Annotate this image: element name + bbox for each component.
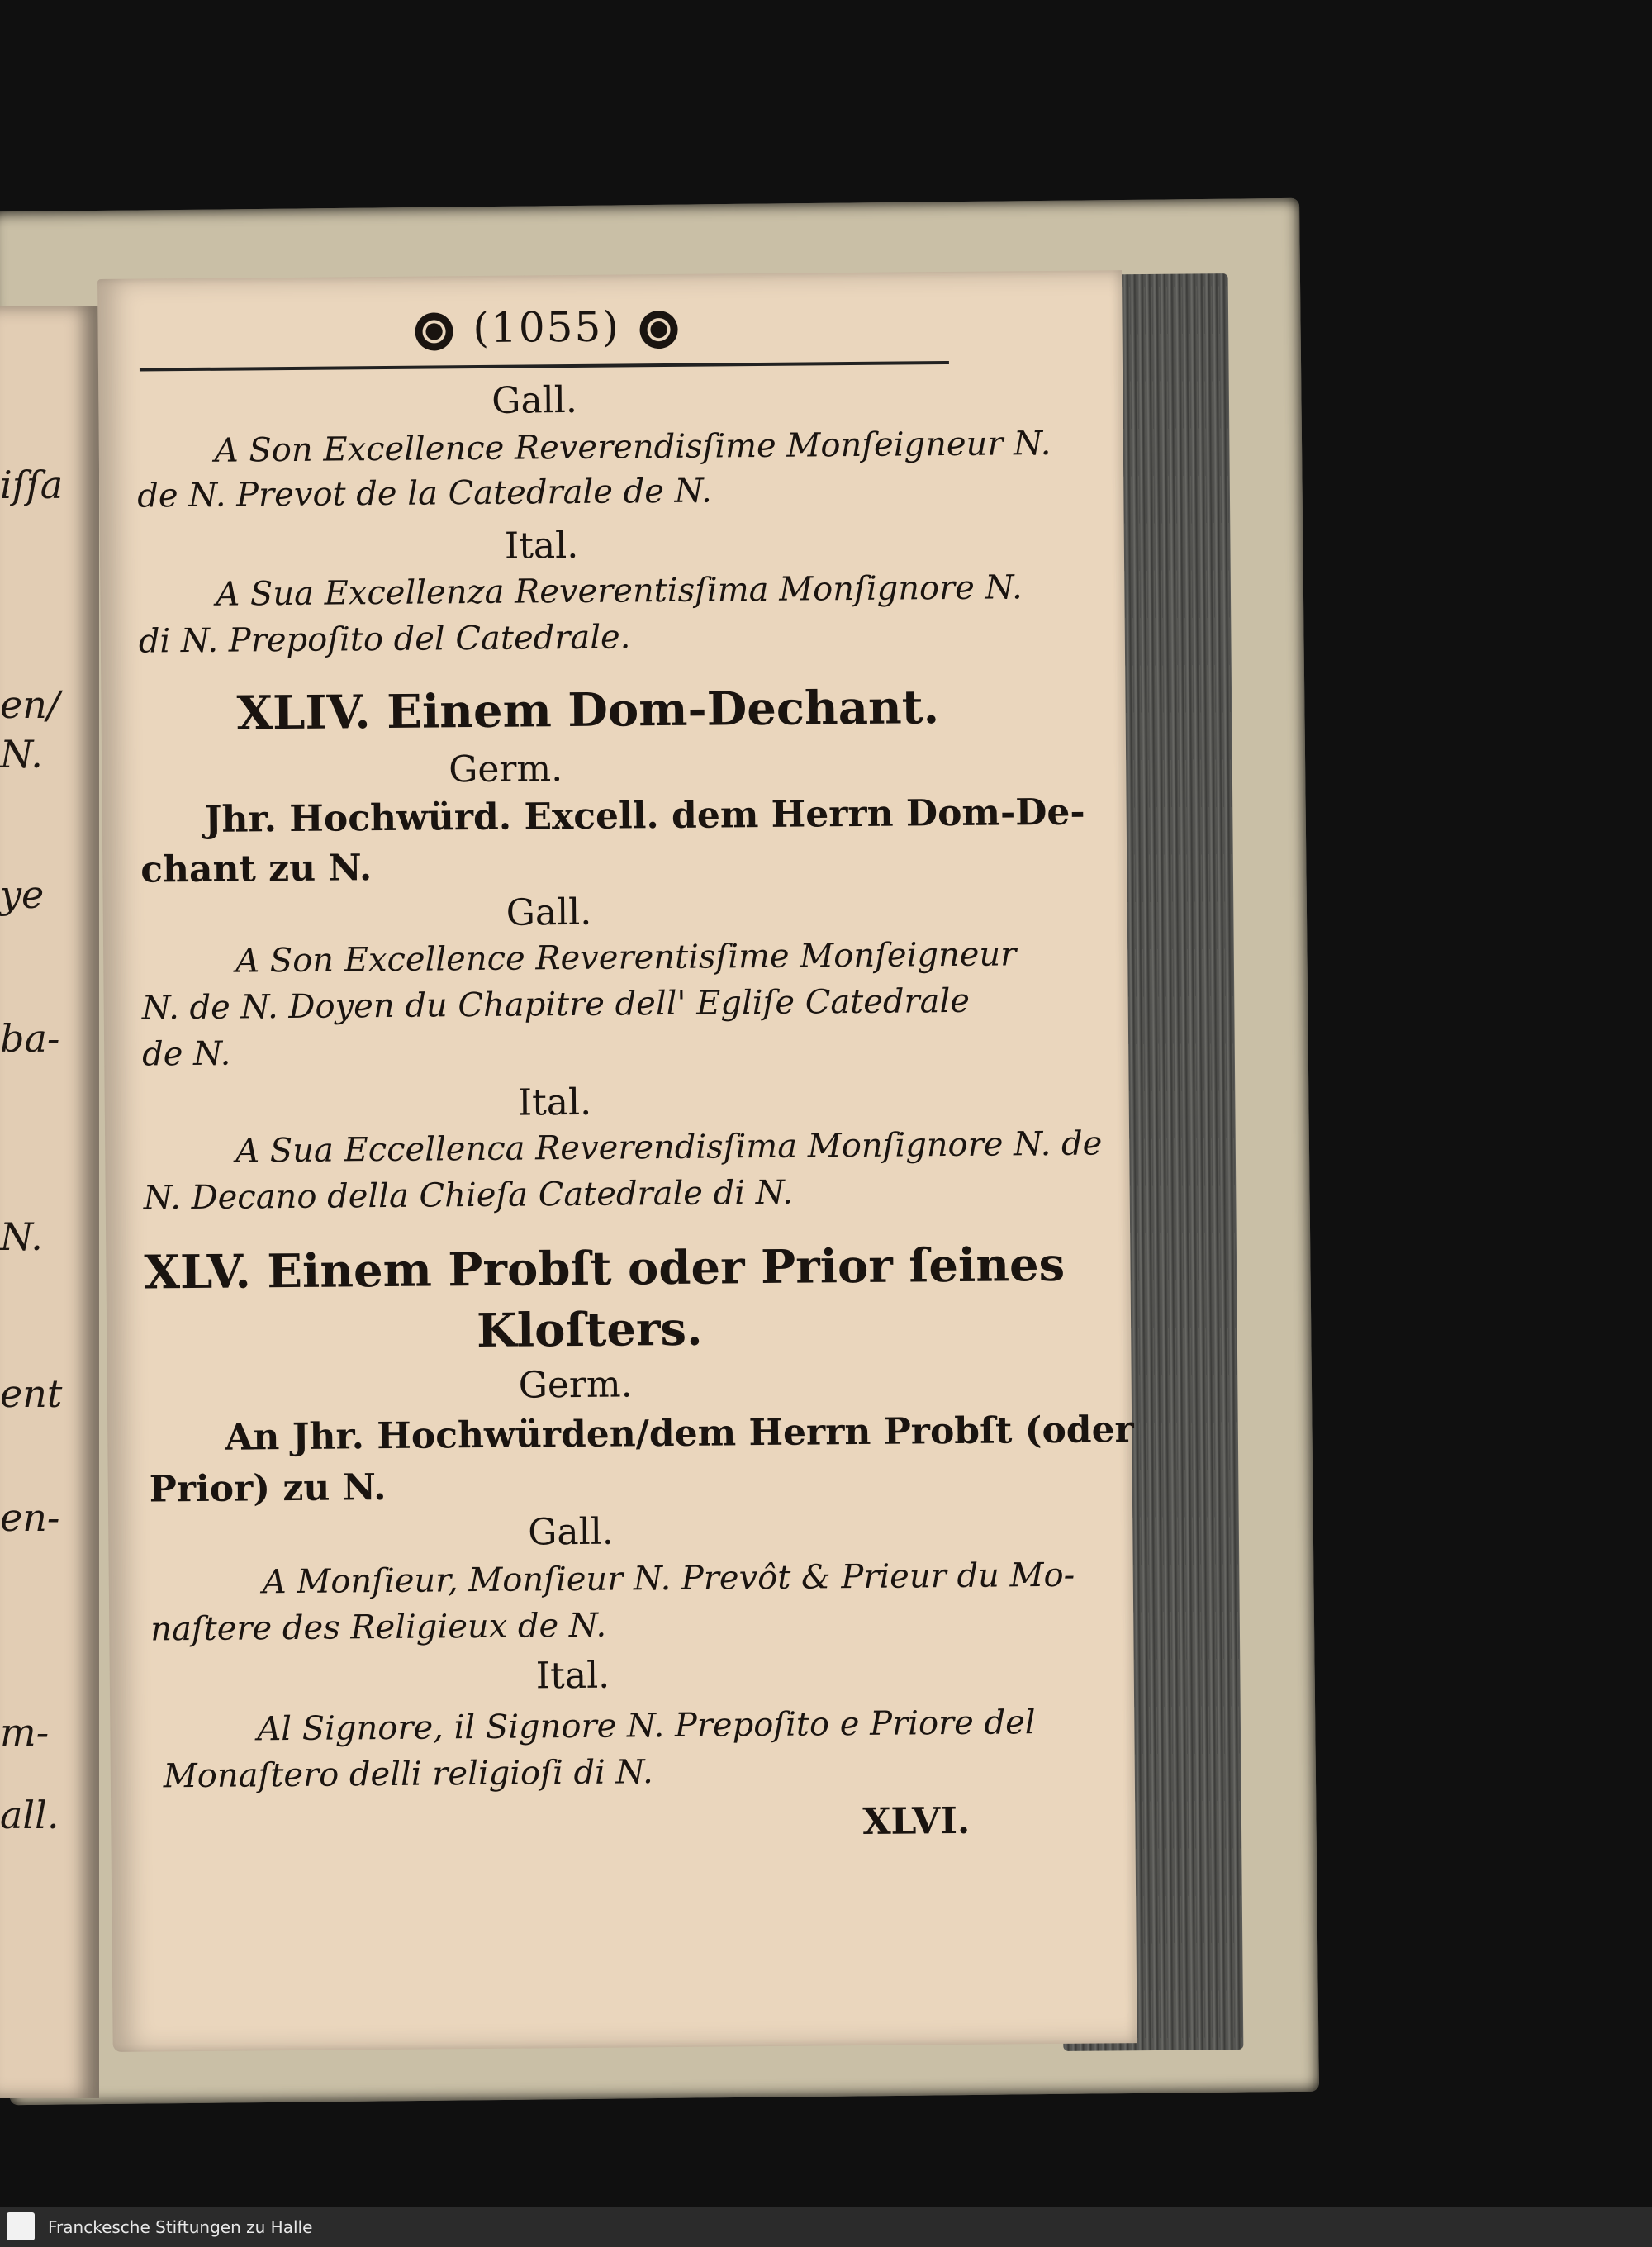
catchword: XLVI. — [862, 1799, 971, 1843]
left-fragment: en/ — [0, 682, 60, 727]
text-line: Jhr. Hochwürd. Excell. dem Herrn Dom-De- — [204, 791, 1085, 841]
section-heading: XLV. Einem Probſt oder Prior ſeines — [144, 1237, 1066, 1300]
left-fragment: m- — [0, 1710, 50, 1755]
language-label: Germ. — [518, 1363, 633, 1407]
language-label: Gall. — [491, 378, 578, 422]
book-page — [97, 270, 1137, 2052]
header-rule — [140, 361, 949, 372]
ornament-icon — [415, 312, 453, 350]
text-line: N. de N. Doyen du Chapitre dell' Egliſe Catedrale — [141, 981, 971, 1028]
left-fragment: all. — [0, 1793, 59, 1837]
language-label: Gall. — [506, 891, 592, 934]
text-line: di N. Prepoſito del Catedrale. — [138, 618, 631, 661]
page-header — [395, 302, 698, 353]
text-line: de N. Prevot de la Catedrale de N. — [137, 472, 712, 515]
language-label: Ital. — [535, 1654, 610, 1698]
text-line: Monaſtero delli religioſi di N. — [163, 1753, 653, 1796]
left-fragment: N. — [0, 1214, 43, 1259]
text-line: chant zu N. — [140, 847, 373, 891]
left-fragment: en- — [0, 1495, 60, 1540]
text-line: de N. — [141, 1034, 231, 1074]
text-line: A Monſieur, Monſieur N. Prevôt & Prieur du Mo- — [262, 1556, 1075, 1602]
left-fragment: ent — [0, 1371, 63, 1416]
text-line: Al Signore, il Signore N. Prepoſito e Priore del — [257, 1703, 1036, 1749]
text-line: N. Decano della Chieſa Catedrale di N. — [143, 1173, 794, 1218]
text-line: A Son Excellence Reverendisſime Monſeigneur N. — [214, 424, 1051, 470]
text-line: Prior) zu N. — [149, 1466, 387, 1511]
left-page-edge — [0, 306, 99, 2098]
text-line: A Sua Eccellenca Reverendisſima Monſignore N. de — [235, 1124, 1103, 1171]
language-label: Ital. — [504, 524, 579, 568]
footer-bar — [0, 2207, 1652, 2247]
footer-credit: Franckesche Stiftungen zu Halle — [48, 2217, 313, 2237]
section-heading: Kloſters. — [476, 1301, 703, 1359]
section-heading: XLIV. Einem Dom-Dechant. — [236, 680, 940, 741]
institution-logo-icon — [7, 2212, 35, 2240]
page-number: (1055) — [472, 302, 621, 353]
left-fragment: N. — [0, 732, 43, 777]
text-line: An Jhr. Hochwürden/dem Herrn Probſt (oder — [225, 1409, 1134, 1459]
text-line: naſtere des Religieux de N. — [150, 1606, 607, 1649]
left-fragment: ye — [0, 872, 45, 917]
text-line: A Son Excellence Reverentisſime Monſeigneur — [235, 935, 1017, 981]
language-label: Gall. — [528, 1510, 614, 1554]
language-label: Ital. — [517, 1081, 592, 1124]
left-fragment: ba- — [0, 1016, 60, 1061]
ornament-icon — [640, 311, 678, 349]
left-fragment: iſſa — [0, 463, 64, 507]
language-label: Germ. — [448, 748, 563, 791]
text-line: A Sua Excellenza Reverentisſima Monſignore N. — [216, 568, 1023, 614]
